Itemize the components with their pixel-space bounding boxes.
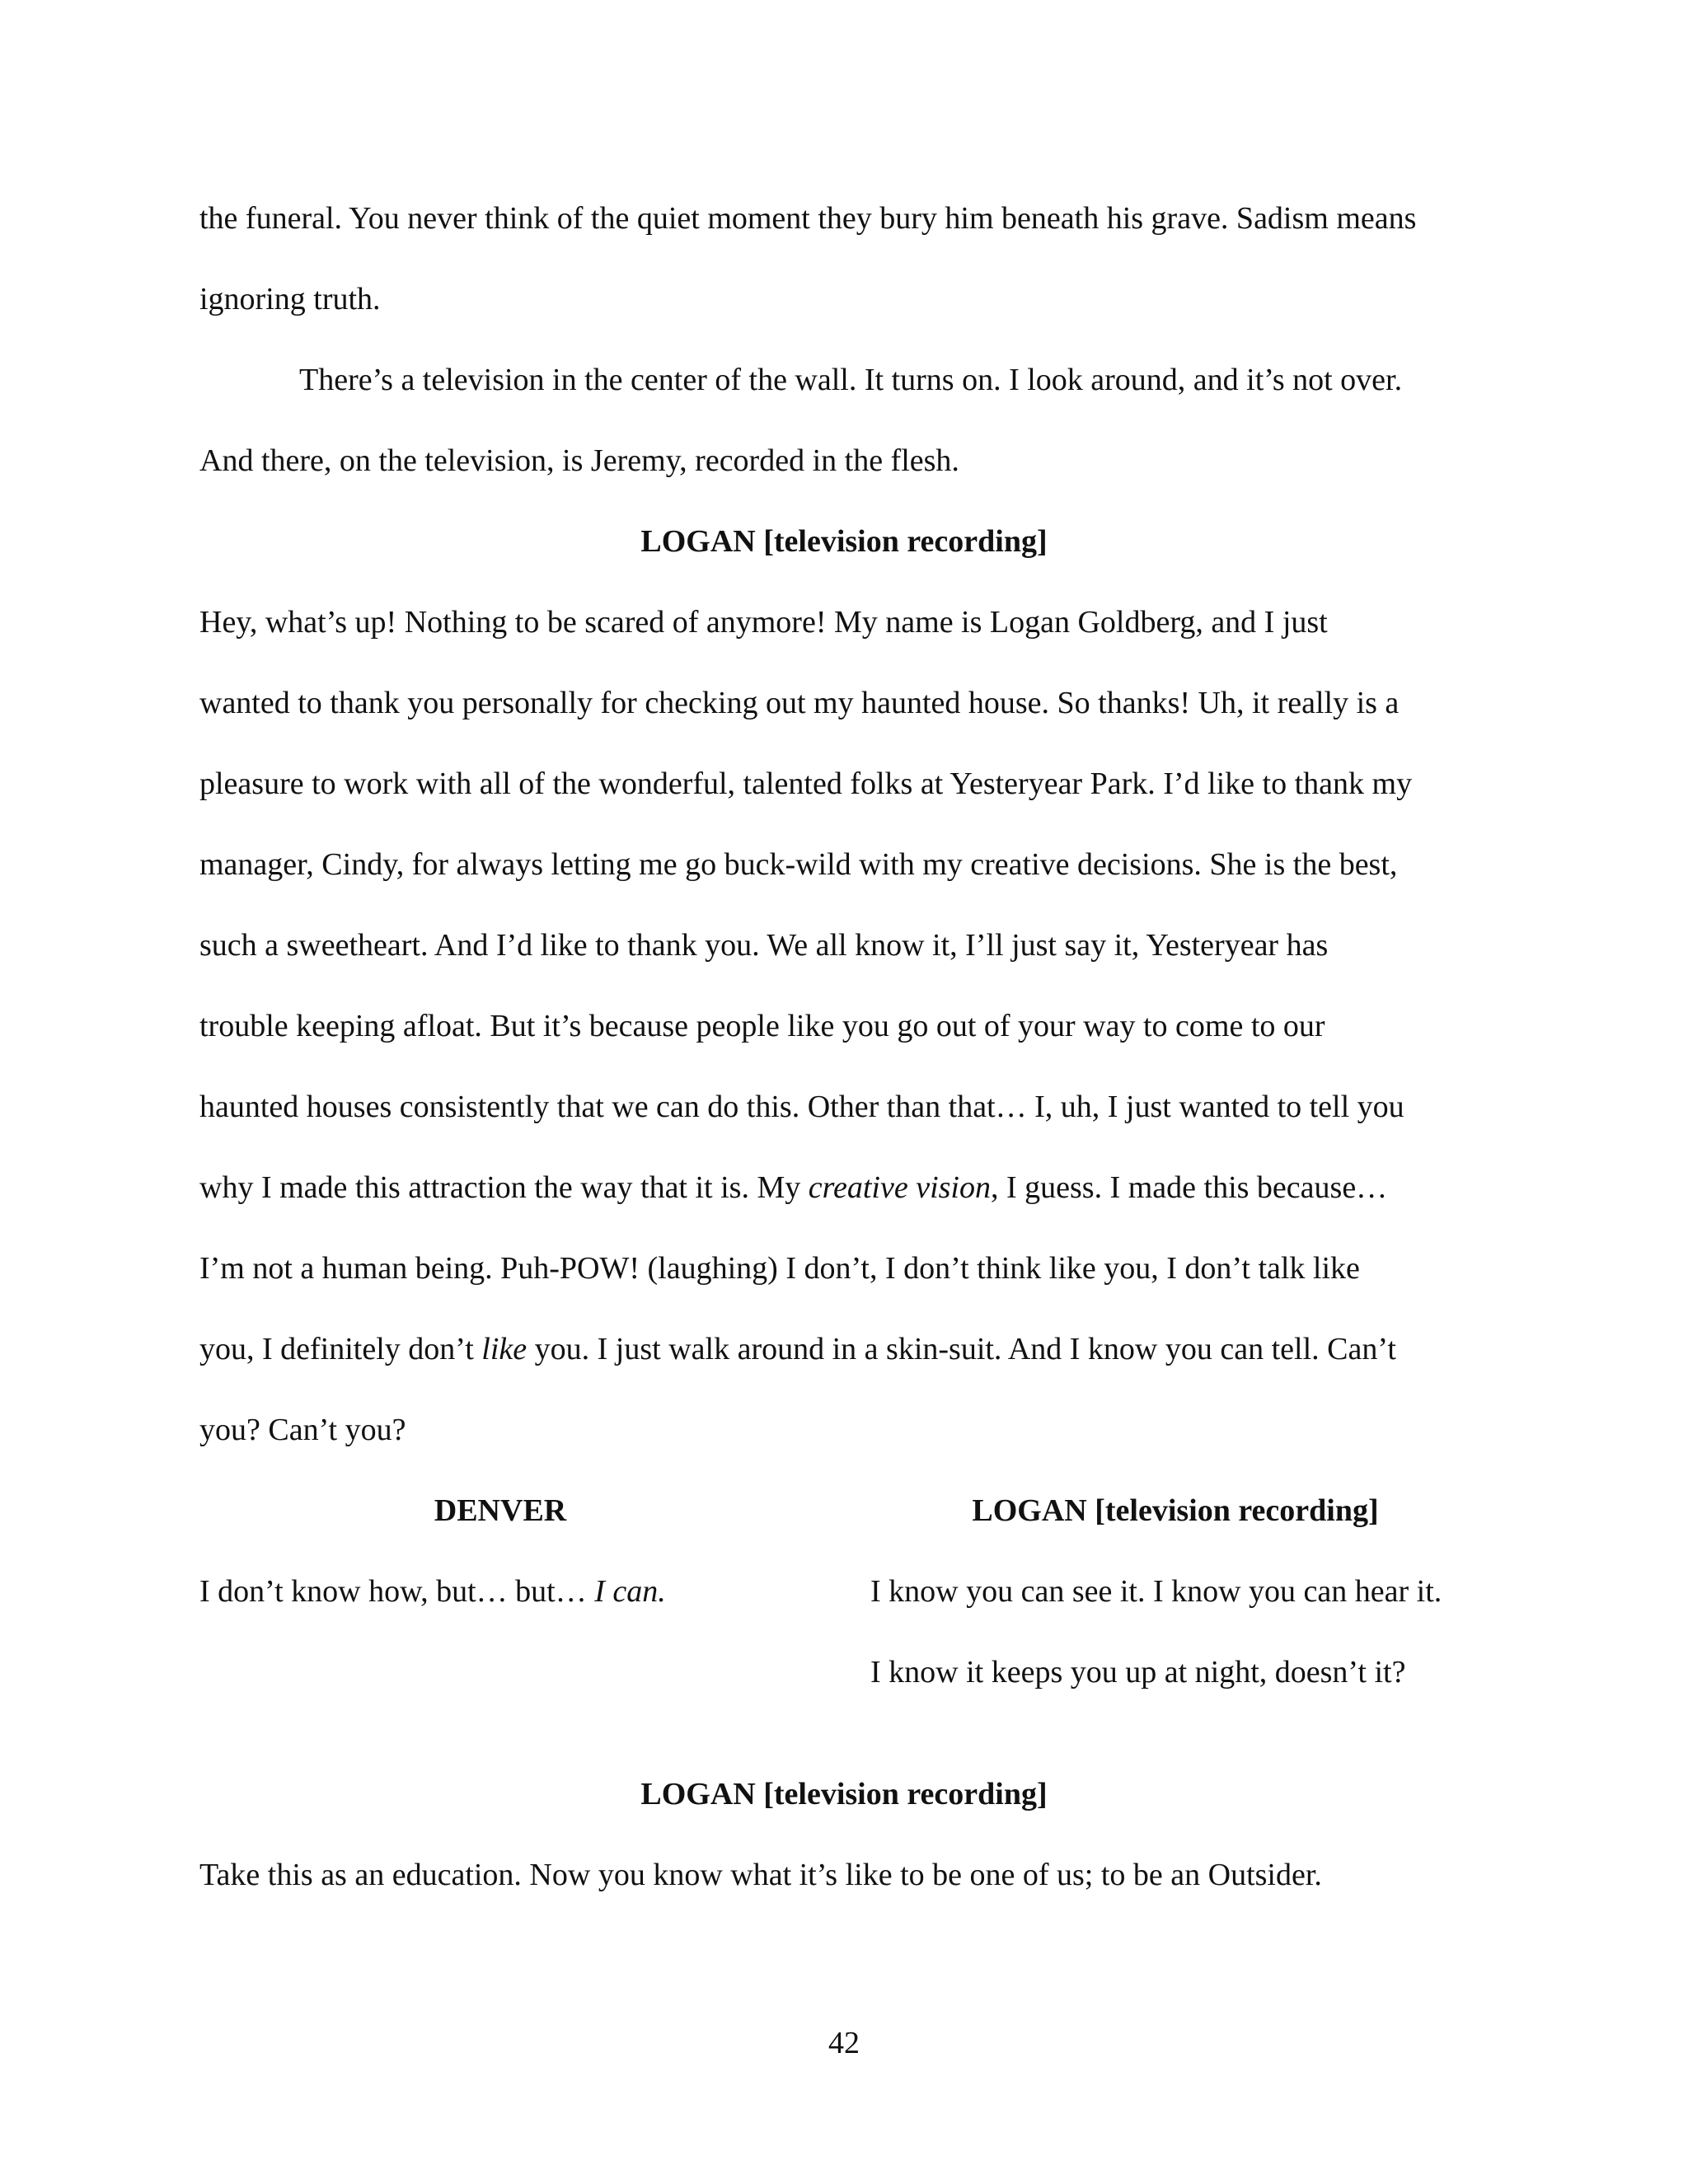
dialogue-text: you, I definitely don’t [199, 1332, 482, 1366]
dialogue-line [199, 1169, 1387, 1207]
dialogue-line [199, 1330, 1396, 1368]
dialogue-line: I’m not a human being. Puh-POW! (laughing) I don’t, I don’t think like you, I don’t talk like [199, 1251, 1360, 1286]
dual-dialogue-left-heading: DENVER [434, 1493, 567, 1528]
dialogue-line: you? Can’t you? [199, 1413, 406, 1447]
dialogue-text: , I guess. I made this because… [990, 1170, 1388, 1205]
character-heading: LOGAN [television recording] [640, 1777, 1048, 1811]
dialogue-line: Hey, what’s up! Nothing to be scared of anymore! My name is Logan Goldberg, and I just [199, 605, 1328, 640]
character-heading: LOGAN [television recording] [640, 524, 1048, 559]
prose-line: There’s a television in the center of the wall. It turns on. I look around, and it’s not over. [299, 363, 1403, 397]
dialogue-italic-text: creative vision [808, 1170, 991, 1205]
dialogue-italic-text: like [481, 1332, 528, 1366]
dialogue-line: such a sweetheart. And I’d like to thank you. We all know it, I’ll just say it, Yesteryear has [199, 928, 1329, 963]
dialogue-line: trouble keeping afloat. But it’s because people like you go out of your way to come to our [199, 1009, 1325, 1043]
dialogue-line: wanted to thank you personally for checking out my haunted house. So thanks! Uh, it really is a [199, 686, 1400, 720]
page-number: 42 [828, 2026, 860, 2060]
dialogue-italic-text: I can. [594, 1574, 666, 1609]
dual-dialogue-right-heading: LOGAN [television recording] [972, 1493, 1379, 1528]
dialogue-text: why I made this attraction the way that it is. My [199, 1170, 809, 1205]
dialogue-line: pleasure to work with all of the wonderful, talented folks at Yesteryear Park. I’d like to thank my [199, 766, 1413, 801]
prose-line: the funeral. You never think of the quiet moment they bury him beneath his grave. Sadism means [199, 201, 1417, 236]
dialogue-line: Take this as an education. Now you know what it’s like to be one of us; to be an Outsider. [199, 1858, 1322, 1892]
dialogue-text: I don’t know how, but… but… [199, 1574, 595, 1609]
dual-dialogue-left-line [199, 1572, 666, 1610]
dual-dialogue-right-line: I know it keeps you up at night, doesn’t it? [870, 1655, 1406, 1690]
prose-line: ignoring truth. [199, 282, 381, 316]
dialogue-text: you. I just walk around in a skin-suit. And I know you can tell. Can’t [527, 1332, 1396, 1366]
dialogue-line: haunted houses consistently that we can do this. Other than that… I, uh, I just wanted to tell you [199, 1090, 1404, 1124]
prose-line: And there, on the television, is Jeremy, recorded in the flesh. [199, 443, 959, 478]
dual-dialogue-right-line: I know you can see it. I know you can hear it. [870, 1574, 1442, 1609]
dialogue-line: manager, Cindy, for always letting me go buck-wild with my creative decisions. She is the best, [199, 847, 1398, 882]
